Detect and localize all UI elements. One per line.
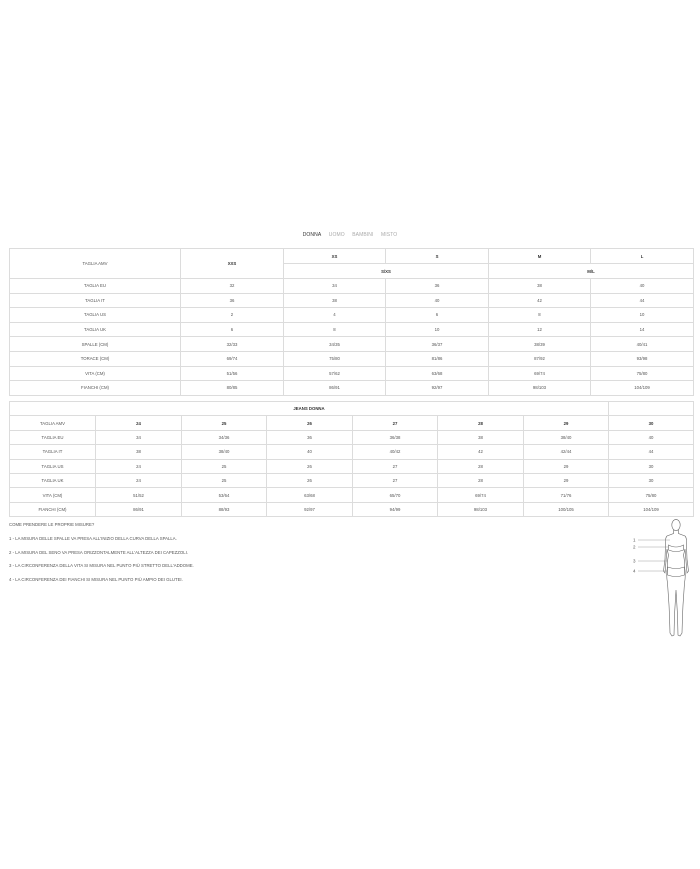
measurement-step-3: 3 - LA CIRCONFERENZA DELLA VITA SI MISURA NEL PUNTO PIÙ STRETTO DELL'ADDOME.: [9, 563, 194, 568]
table-cell: 25: [182, 459, 267, 473]
table-cell: 36: [181, 293, 284, 308]
jeans-size-30: 30: [609, 416, 694, 430]
table-cell: 40: [386, 293, 489, 308]
table-cell: 40: [591, 279, 694, 294]
table-cell: 65/70: [353, 488, 438, 502]
table-cell: 104/109: [609, 502, 694, 516]
table-cell: 29: [524, 459, 609, 473]
table-cell: 38/40: [182, 445, 267, 459]
table-cell: 36/38: [353, 430, 438, 444]
table-cell: 87/92: [489, 351, 591, 366]
tab-misto[interactable]: MISTO: [381, 232, 398, 238]
size-l: L: [591, 249, 694, 264]
table-cell: 38: [284, 293, 386, 308]
table-cell: 8: [489, 308, 591, 323]
jeans-size-27: 27: [353, 416, 438, 430]
table-cell: 30: [609, 459, 694, 473]
measurement-step-2: 2 - LA MISURA DEL SENO VA PRESA ORIZZONTALMENTE ALL'ALTEZZA DEI CAPEZZOLI.: [9, 549, 189, 555]
table-cell: 69/74: [181, 351, 284, 366]
body-measurement-figure: [630, 515, 694, 647]
table-cell: 104/109: [591, 381, 694, 396]
tab-bambini[interactable]: BAMBINI: [352, 232, 374, 238]
row-label: SPALLE (CM): [10, 337, 181, 352]
table-cell: 42: [489, 293, 591, 308]
table-row: [10, 322, 694, 337]
table-cell: 36/37: [386, 337, 489, 352]
subsize-m-l: M/L: [489, 264, 694, 279]
size-m: M: [489, 249, 591, 264]
table-row: [10, 293, 694, 308]
table-cell: 63/68: [386, 366, 489, 381]
table-cell: 34: [284, 279, 386, 294]
measurement-question: COME PRENDERE LE PROPRIE MISURE?: [9, 522, 95, 527]
table-cell: 86/91: [284, 381, 386, 396]
table-cell: 40/41: [591, 337, 694, 352]
table-cell: 94/99: [353, 502, 438, 516]
jeans-size-24: 24: [96, 416, 182, 430]
table-cell: 32: [181, 279, 284, 294]
marker-2: 2: [633, 544, 636, 550]
table-cell: 40: [267, 445, 353, 459]
row-label: TAGLIA IT: [10, 445, 96, 459]
row-label: VITA (CM): [10, 488, 96, 502]
woman-silhouette-icon: [630, 515, 694, 647]
row-label: TAGLIA UK: [10, 322, 181, 337]
table-row: [10, 430, 694, 444]
table-cell: 34/35: [284, 337, 386, 352]
table-cell: 38: [489, 279, 591, 294]
marker-4: 4: [633, 568, 636, 574]
subsize-s-xs: S/XS: [284, 264, 489, 279]
measurement-guide: [9, 522, 194, 590]
category-tabs: [0, 232, 700, 238]
size-corner-label: TAGLIA AMV: [10, 249, 181, 279]
table-cell: 26: [267, 473, 353, 487]
size-xxs: XXS: [181, 249, 284, 279]
table-cell: 38: [438, 430, 524, 444]
table-cell: 34: [96, 430, 182, 444]
size-xs: XS: [284, 249, 386, 264]
table-cell: 75/80: [284, 351, 386, 366]
table-cell: 10: [386, 322, 489, 337]
table-cell: 29: [524, 473, 609, 487]
table-cell: 93/98: [591, 351, 694, 366]
table-cell: 40: [609, 430, 694, 444]
table-cell: 26: [267, 459, 353, 473]
jeans-title-row: [10, 402, 694, 416]
table-cell: 42/44: [524, 445, 609, 459]
row-label: FIANCHI (CM): [10, 502, 96, 516]
measurement-step-1: 1 - LA MISURA DELLE SPALLE VA PRESA ALL'INIZIO DELLA CURVA DELLA SPALLA.: [9, 536, 177, 541]
table-row: [10, 337, 694, 352]
table-cell: 14: [591, 322, 694, 337]
table-cell: 40/42: [353, 445, 438, 459]
tab-donna[interactable]: DONNA: [302, 232, 322, 238]
table-cell: 36: [386, 279, 489, 294]
size-table: [9, 248, 694, 396]
marker-1: 1: [633, 537, 636, 543]
table-row: [10, 488, 694, 502]
table-cell: 24: [96, 459, 182, 473]
table-cell: 100/105: [524, 502, 609, 516]
table-row: [10, 279, 694, 294]
row-label: VITA (CM): [10, 366, 181, 381]
table-row: [10, 502, 694, 516]
table-cell: 69/74: [489, 366, 591, 381]
size-table-body: [10, 279, 694, 396]
row-label: TAGLIA IT: [10, 293, 181, 308]
jeans-size-26: 26: [267, 416, 353, 430]
table-cell: 86/91: [96, 502, 182, 516]
table-cell: 42: [438, 445, 524, 459]
jeans-title-empty-cell: [609, 402, 694, 416]
table-cell: 24: [96, 473, 182, 487]
table-cell: 51/52: [96, 488, 182, 502]
size-s: S: [386, 249, 489, 264]
row-label: TAGLIA US: [10, 459, 96, 473]
row-label: TAGLIA UK: [10, 473, 96, 487]
table-cell: 98/103: [438, 502, 524, 516]
table-cell: 69/74: [438, 488, 524, 502]
jeans-table: [9, 401, 694, 517]
jeans-size-25: 25: [182, 416, 267, 430]
table-cell: 12: [489, 322, 591, 337]
table-cell: 38: [96, 445, 182, 459]
row-label: TAGLIA EU: [10, 279, 181, 294]
size-header-row: [10, 249, 694, 264]
table-cell: 57/62: [284, 366, 386, 381]
table-row: [10, 308, 694, 323]
table-cell: 75/80: [591, 366, 694, 381]
row-label: TORACE (CM): [10, 351, 181, 366]
table-cell: 38/39: [489, 337, 591, 352]
table-cell: 92/97: [386, 381, 489, 396]
table-cell: 28: [438, 473, 524, 487]
table-cell: 6: [181, 322, 284, 337]
marker-3: 3: [633, 558, 636, 564]
table-row: [10, 459, 694, 473]
table-row: [10, 381, 694, 396]
table-cell: 44: [591, 293, 694, 308]
table-cell: 28: [438, 459, 524, 473]
table-cell: 27: [353, 459, 438, 473]
table-cell: 36: [267, 430, 353, 444]
table-cell: 2: [181, 308, 284, 323]
jeans-header-row: [10, 416, 694, 430]
table-cell: 6: [386, 308, 489, 323]
jeans-table-body: [10, 430, 694, 516]
jeans-title: JEANS DONNA: [10, 402, 609, 416]
table-cell: 88/93: [182, 502, 267, 516]
jeans-size-29: 29: [524, 416, 609, 430]
table-cell: 80/85: [181, 381, 284, 396]
row-label: FIANCHI (CM): [10, 381, 181, 396]
measurement-step-4: 4 - LA CIRCONFERENZA DEI FIANCHI SI MISURA NEL PUNTO PIÙ AMPIO DEI GLUTEI.: [9, 576, 183, 582]
table-cell: 8: [284, 322, 386, 337]
jeans-header-label: TAGLIA AMV: [10, 416, 96, 430]
row-label: TAGLIA US: [10, 308, 181, 323]
table-cell: 75/80: [609, 488, 694, 502]
jeans-size-28: 28: [438, 416, 524, 430]
table-cell: 25: [182, 473, 267, 487]
table-cell: 4: [284, 308, 386, 323]
tab-uomo[interactable]: UOMO: [328, 232, 345, 238]
table-cell: 44: [609, 445, 694, 459]
table-cell: 30: [609, 473, 694, 487]
table-cell: 98/103: [489, 381, 591, 396]
table-row: [10, 366, 694, 381]
table-cell: 81/86: [386, 351, 489, 366]
table-row: [10, 445, 694, 459]
table-row: [10, 473, 694, 487]
table-cell: 10: [591, 308, 694, 323]
table-row: [10, 351, 694, 366]
table-cell: 71/76: [524, 488, 609, 502]
table-cell: 53/64: [182, 488, 267, 502]
table-cell: 63/68: [267, 488, 353, 502]
table-cell: 51/56: [181, 366, 284, 381]
table-cell: 38/40: [524, 430, 609, 444]
row-label: TAGLIA EU: [10, 430, 96, 444]
table-cell: 92/97: [267, 502, 353, 516]
table-cell: 34/36: [182, 430, 267, 444]
table-cell: 27: [353, 473, 438, 487]
table-cell: 32/33: [181, 337, 284, 352]
